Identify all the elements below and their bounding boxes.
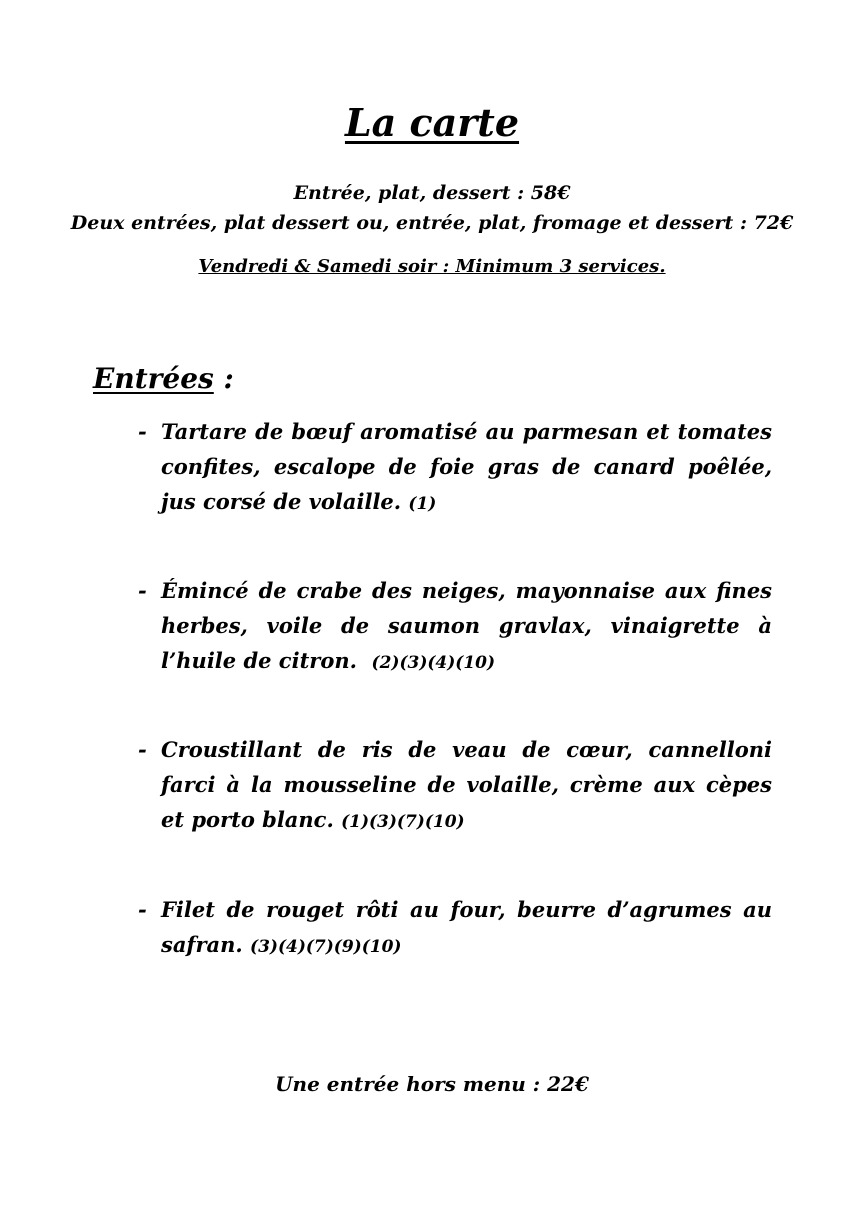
page-title: La carte	[344, 100, 520, 145]
allergen-codes: (1)	[408, 494, 437, 514]
menu-item-description: Croustillant de ris de veau de cœur, cannelloni farci à la mousseline de volaille, crème aux cèpes et porto blanc.	[161, 737, 772, 832]
allergen-codes: (2)(3)(4)(10)	[371, 653, 496, 673]
price-line-three-courses: Entrée, plat, dessert : 58€	[293, 182, 571, 204]
menu-item	[138, 573, 772, 681]
section-heading-colon: :	[213, 362, 234, 395]
section-heading-label: Entrées	[93, 362, 214, 395]
menu-item	[138, 892, 772, 965]
section-heading-entrees	[93, 362, 234, 395]
menu-item	[138, 732, 772, 840]
menu-item	[138, 414, 772, 522]
weekend-notice: Vendredi & Samedi soir : Minimum 3 services.	[198, 256, 666, 277]
bullet-dash: -	[138, 578, 147, 603]
allergen-codes: (1)(3)(7)(10)	[341, 812, 465, 832]
menu-item-text	[161, 732, 772, 840]
extra-entree-price: Une entrée hors menu : 22€	[275, 1072, 589, 1096]
price-line-four-courses: Deux entrées, plat dessert ou, entrée, plat, fromage et dessert : 72€	[70, 212, 794, 234]
menu-item-description: Filet de rouget rôti au four, beurre d’agrumes au safran.	[161, 897, 772, 957]
menu-item-text	[161, 573, 772, 681]
menu-item-text	[161, 414, 772, 522]
bullet-dash: -	[138, 897, 147, 922]
menu-item-description: Tartare de bœuf aromatisé au parmesan et tomates confites, escalope de foie gras de canard poêlée, jus corsé de volaille.	[161, 419, 772, 514]
menu-item-description: Émincé de crabe des neiges, mayonnaise aux fines herbes, voile de saumon gravlax, vinaigrette à l’huile de citron.	[161, 578, 772, 673]
allergen-codes: (3)(4)(7)(9)(10)	[250, 937, 402, 957]
pricing-block	[0, 178, 864, 238]
bullet-dash: -	[138, 737, 147, 762]
bullet-dash: -	[138, 419, 147, 444]
menu-item-text	[161, 892, 772, 965]
